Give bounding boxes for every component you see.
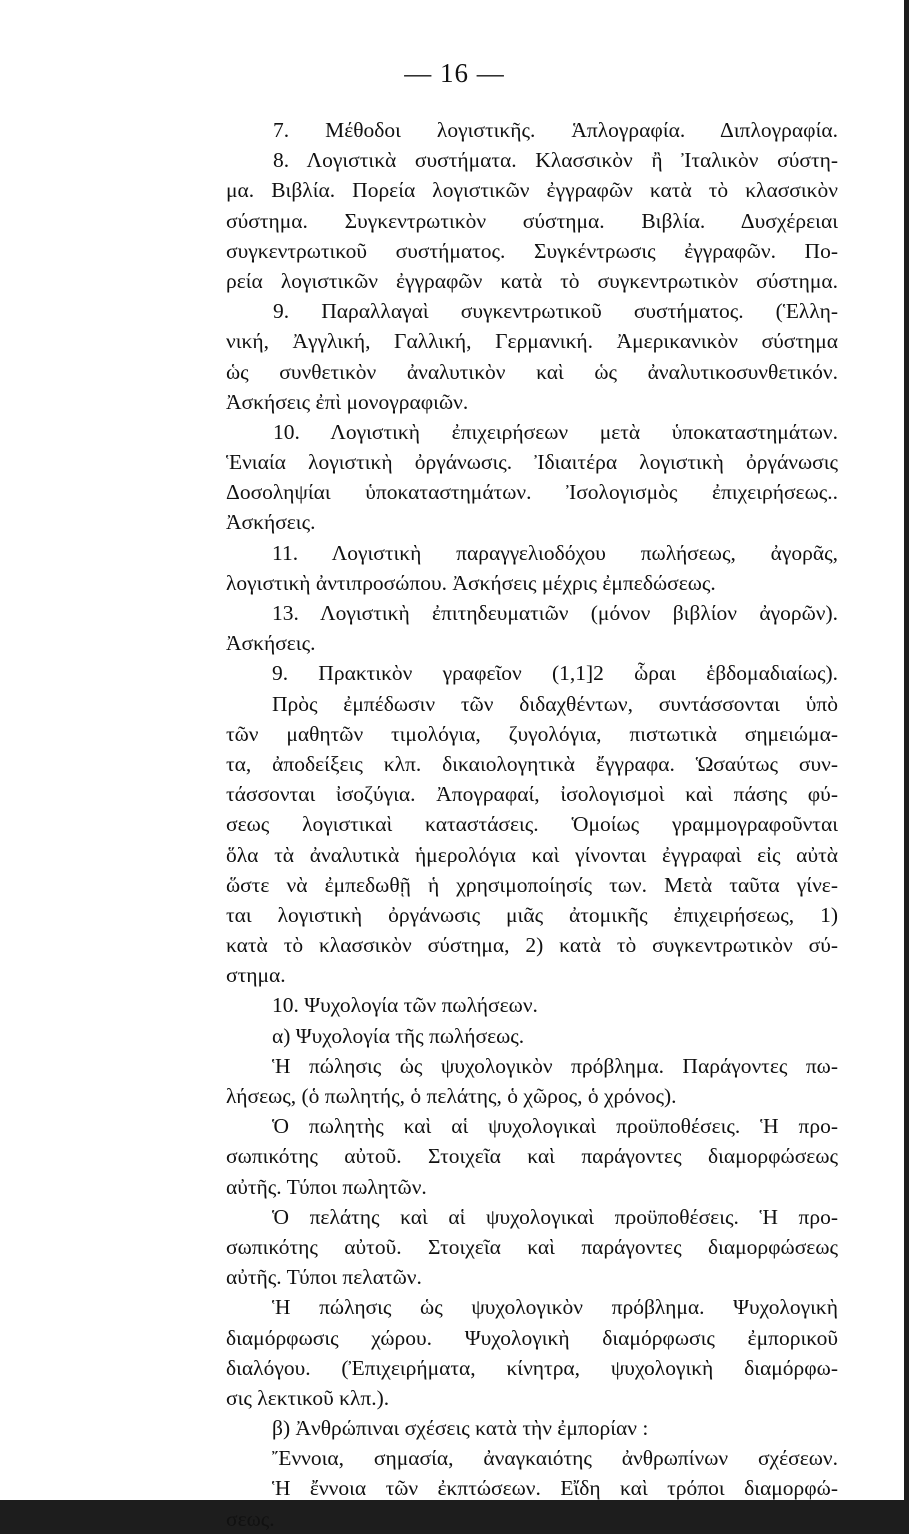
text-line: Ἑνιαία λογιστικὴ ὀργάνωσις. Ἰδιαιτέρα λογιστικὴ ὀργάνωσις (226, 450, 838, 475)
text-line: Δοσοληψίαι ὑποκαταστημάτων. Ἰσολογισμὸς ἐπιχειρήσεως.. (226, 480, 838, 505)
text-line: 9. Πρακτικὸν γραφεῖον (1,1]2 ὧραι ἑβδομαδιαίως). (272, 661, 838, 686)
text-line: 11. Λογιστικὴ παραγγελιοδόχου πωλήσεως, ἀγορᾶς, (272, 540, 838, 565)
text-line: κατὰ τὸ κλασσικὸν σύστημα, 2) κατὰ τὸ συγκεντρωτικὸν σύ- (226, 933, 838, 958)
text-line: ὡς συνθετικὸν ἀναλυτικὸν καὶ ὡς ἀναλυτικοσυνθετικόν. (226, 359, 838, 384)
text-line: λήσεως, (ὁ πωλητής, ὁ πελάτης, ὁ χῶρος, ὁ χρόνος). (226, 1084, 677, 1108)
text-line: ὅλα τὰ ἀναλυτικὰ ἡμερολόγια καὶ γίνονται ἐγγραφαὶ εἰς αὐτὰ (226, 842, 838, 867)
text-line: σις λεκτικοῦ κλπ.). (226, 1385, 390, 1410)
text-line: 13. Λογιστικὴ ἐπιτηδευματιῶν (μόνον βιβλίον ἀγορῶν). (272, 601, 838, 625)
page-number: — 16 — (404, 58, 505, 88)
text-line: 10. Λογιστικὴ ἐπιχειρήσεων μετὰ ὑποκαταστημάτων. (273, 419, 838, 444)
text-line: 7. Μέθοδοι λογιστικῆς. Ἁπλογραφία. Διπλογραφία. (273, 118, 838, 142)
text-line: λογιστικὴ ἀντιπροσώπου. Ἀσκήσεις μέχρις ἐμπεδώσεως. (226, 570, 716, 595)
text-line: Ἡ πώλησις ὡς ψυχολογικὸν πρόβλημα. Παράγοντες πω- (272, 1053, 838, 1078)
text-line: τῶν μαθητῶν τιμολόγια, ζυγολόγια, πιστωτικὰ σημειώμα- (226, 721, 838, 746)
text-line: 8. Λογιστικὰ συστήματα. Κλασσικὸν ἢ Ἰταλικὸν σύστη- (273, 148, 838, 173)
text-line: στημα. (226, 963, 286, 988)
text-line: Ὁ πελάτης καὶ αἱ ψυχολογικαὶ προϋποθέσεις. Ἡ προ- (272, 1204, 838, 1229)
text-line: ρεία λογιστικῶν ἐγγραφῶν κατὰ τὸ συγκεντρωτικὸν σύστημα. (226, 268, 838, 293)
text-line: αὐτῆς. Τύποι πελατῶν. (226, 1265, 422, 1290)
text-line: νική, Ἀγγλική, Γαλλική, Γερμανική. Ἀμερικανικὸν σύστημα (226, 329, 838, 354)
text-line: σωπικότης αὐτοῦ. Στοιχεῖα καὶ παράγοντες διαμορφώσεως (226, 1144, 838, 1169)
text-line: τα, ἀποδείξεις κλπ. δικαιολογητικὰ ἔγγραφα. Ὡσαύτως συν- (226, 751, 838, 776)
text-line: διαμόρφωσις χώρου. Ψυχολογικὴ διαμόρφωσις ἐμπορικοῦ (226, 1325, 838, 1350)
text-line: Ἡ ἔννοια τῶν ἐκπτώσεων. Εἴδη καὶ τρόποι διαμορφώ- (272, 1476, 838, 1501)
text-line: Ἡ πώλησις ὡς ψυχολογικὸν πρόβλημα. Ψυχολογικὴ (272, 1295, 838, 1320)
text-line: ται λογιστικὴ ὀργάνωσις μιᾶς ἀτομικῆς ἐπιχειρήσεως, 1) (226, 902, 838, 927)
text-line: σύστημα. Συγκεντρωτικὸν σύστημα. Βιβλία. Δυσχέρειαι (226, 208, 838, 233)
text-line: Ἀσκήσεις. (226, 631, 316, 656)
syllabus-text (226, 115, 838, 1534)
text-line: συγκεντρωτικοῦ συστήματος. Συγκέντρωσις ἐγγραφῶν. Πο- (226, 238, 838, 263)
text-line: σεως λογιστικαὶ καταστάσεις. Ὁμοίως γραμμογραφοῦνται (226, 812, 838, 837)
text-line: Πρὸς ἐμπέδωσιν τῶν διδαχθέντων, συντάσσονται ὑπὸ (272, 691, 838, 716)
text-line: α) Ψυχολογία τῆς πωλήσεως. (272, 1023, 525, 1048)
text-line: σεως. (226, 1506, 275, 1531)
text-line: Ἀσκήσεις ἐπὶ μονογραφιῶν. (226, 389, 469, 414)
text-line: σωπικότης αὐτοῦ. Στοιχεῖα καὶ παράγοντες διαμορφώσεως (226, 1234, 838, 1259)
text-line: μα. Βιβλία. Πορεία λογιστικῶν ἐγγραφῶν κατὰ τὸ κλασσικὸν (226, 178, 838, 203)
text-line: ὥστε νὰ ἐμπεδωθῇ ἡ χρησιμοποίησίς των. Μετὰ ταῦτα γίνε- (226, 872, 838, 897)
text-line: 10. Ψυχολογία τῶν πωλήσεων. (272, 993, 538, 1018)
text-line: αὐτῆς. Τύποι πωλητῶν. (226, 1174, 427, 1199)
text-line: διαλόγου. (Ἐπιχειρήματα, κίνητρα, ψυχολογικὴ διαμόρφω- (226, 1355, 838, 1380)
text-line: τάσσονται ἰσοζύγια. Ἀπογραφαί, ἰσολογισμοὶ καὶ πάσης φύ- (226, 782, 838, 807)
text-line: 9. Παραλλαγαὶ συγκεντρωτικοῦ συστήματος. (Ἑλλη- (273, 299, 838, 324)
text-line: Ἀσκήσεις. (226, 510, 316, 535)
text-line: β) Ἀνθρώπιναι σχέσεις κατὰ τὴν ἐμπορίαν : (272, 1416, 649, 1441)
text-line: Ἔννοια, σημασία, ἀναγκαιότης ἀνθρωπίνων σχέσεων. (272, 1446, 838, 1471)
text-line: Ὁ πωλητὴς καὶ αἱ ψυχολογικαὶ προϋποθέσεις. Ἡ προ- (272, 1114, 838, 1139)
